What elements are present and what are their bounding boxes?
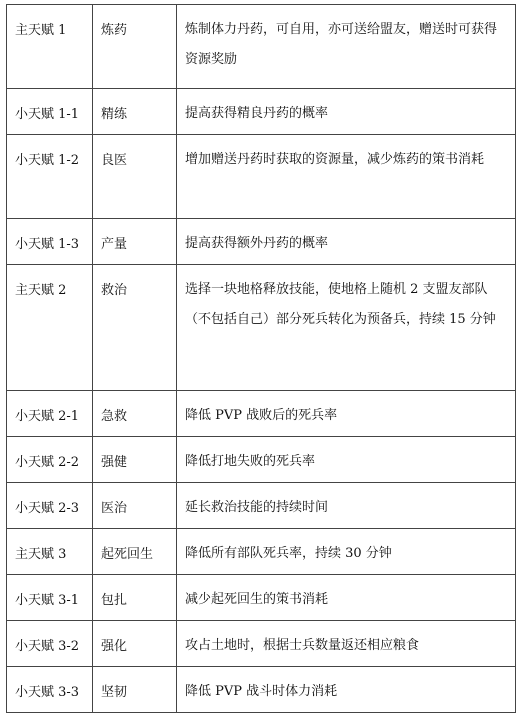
table-row xyxy=(7,667,516,713)
talent-name: 良医 xyxy=(101,153,128,168)
talent-name: 强化 xyxy=(101,639,128,654)
description-cell xyxy=(177,667,516,713)
talent-description: 提高获得精良丹药的概率 xyxy=(185,106,329,121)
tier-label: 小天赋 1-3 xyxy=(15,237,80,252)
talent-name: 产量 xyxy=(101,237,128,252)
tier-cell xyxy=(7,135,93,219)
talent-name-cell xyxy=(93,265,177,391)
tier-label: 小天赋 3-3 xyxy=(15,685,80,700)
talent-name: 急救 xyxy=(101,409,128,424)
tier-label: 主天赋 2 xyxy=(15,283,67,298)
tier-cell xyxy=(7,529,93,575)
tier-label: 小天赋 2-3 xyxy=(15,501,80,516)
talent-description: 提高获得额外丹药的概率 xyxy=(185,236,329,251)
talent-name-cell xyxy=(93,5,177,89)
talent-name: 精练 xyxy=(101,107,128,122)
talent-description: 炼制体力丹药，可自用，亦可送给盟友，赠送时可获得资源奖励 xyxy=(185,22,498,67)
table-row xyxy=(7,437,516,483)
tier-cell xyxy=(7,391,93,437)
tier-label: 主天赋 3 xyxy=(15,547,67,562)
talent-name-cell xyxy=(93,575,177,621)
talent-name: 强健 xyxy=(101,455,128,470)
talent-name-cell xyxy=(93,667,177,713)
tier-cell xyxy=(7,437,93,483)
description-cell xyxy=(177,135,516,219)
description-cell xyxy=(177,89,516,135)
table-row xyxy=(7,529,516,575)
talent-name-cell xyxy=(93,529,177,575)
talent-name-cell xyxy=(93,483,177,529)
tier-cell xyxy=(7,5,93,89)
tier-label: 主天赋 1 xyxy=(15,23,67,38)
table-row xyxy=(7,391,516,437)
tier-label: 小天赋 3-1 xyxy=(15,593,80,608)
table-row xyxy=(7,89,516,135)
description-cell xyxy=(177,391,516,437)
talent-name: 医治 xyxy=(101,501,128,516)
talent-name: 包扎 xyxy=(101,593,128,608)
talent-name: 起死回生 xyxy=(101,547,154,562)
tier-cell xyxy=(7,265,93,391)
table-row xyxy=(7,575,516,621)
tier-label: 小天赋 2-2 xyxy=(15,455,80,470)
talent-table xyxy=(6,4,516,713)
talent-description: 降低打地失败的死兵率 xyxy=(185,454,316,469)
table-row xyxy=(7,621,516,667)
tier-cell xyxy=(7,667,93,713)
talent-name-cell xyxy=(93,135,177,219)
description-cell xyxy=(177,575,516,621)
talent-name: 救治 xyxy=(101,283,128,298)
description-cell xyxy=(177,621,516,667)
talent-description: 减少起死回生的策书消耗 xyxy=(185,592,329,607)
talent-name: 炼药 xyxy=(101,23,128,38)
talent-description: 降低 PVP 战斗时体力消耗 xyxy=(185,684,338,699)
talent-description: 增加赠送丹药时获取的资源量，减少炼药的策书消耗 xyxy=(185,152,485,167)
talent-name-cell xyxy=(93,219,177,265)
tier-cell xyxy=(7,483,93,529)
table-row xyxy=(7,219,516,265)
tier-cell xyxy=(7,575,93,621)
table-row xyxy=(7,265,516,391)
talent-description: 降低所有部队死兵率，持续 30 分钟 xyxy=(185,546,392,561)
description-cell xyxy=(177,219,516,265)
talent-name-cell xyxy=(93,391,177,437)
description-cell xyxy=(177,437,516,483)
table-row xyxy=(7,135,516,219)
description-cell xyxy=(177,483,516,529)
table-row xyxy=(7,483,516,529)
talent-name-cell xyxy=(93,437,177,483)
tier-label: 小天赋 1-1 xyxy=(15,107,80,122)
tier-cell xyxy=(7,219,93,265)
tier-cell xyxy=(7,621,93,667)
table-row xyxy=(7,5,516,89)
description-cell xyxy=(177,529,516,575)
talent-description: 攻占土地时，根据士兵数量返还相应粮食 xyxy=(185,638,420,653)
talent-description: 延长救治技能的持续时间 xyxy=(185,500,329,515)
tier-label: 小天赋 1-2 xyxy=(15,153,80,168)
talent-description: 选择一块地格释放技能，使地格上随机 2 支盟友部队（不包括自己）部分死兵转化为预备兵，持续 15 分钟 xyxy=(185,282,496,327)
tier-cell xyxy=(7,89,93,135)
description-cell xyxy=(177,265,516,391)
talent-name-cell xyxy=(93,89,177,135)
talent-description: 降低 PVP 战败后的死兵率 xyxy=(185,408,338,423)
tier-label: 小天赋 2-1 xyxy=(15,409,80,424)
talent-name-cell xyxy=(93,621,177,667)
description-cell xyxy=(177,5,516,89)
tier-label: 小天赋 3-2 xyxy=(15,639,80,654)
talent-name: 坚韧 xyxy=(101,685,128,700)
